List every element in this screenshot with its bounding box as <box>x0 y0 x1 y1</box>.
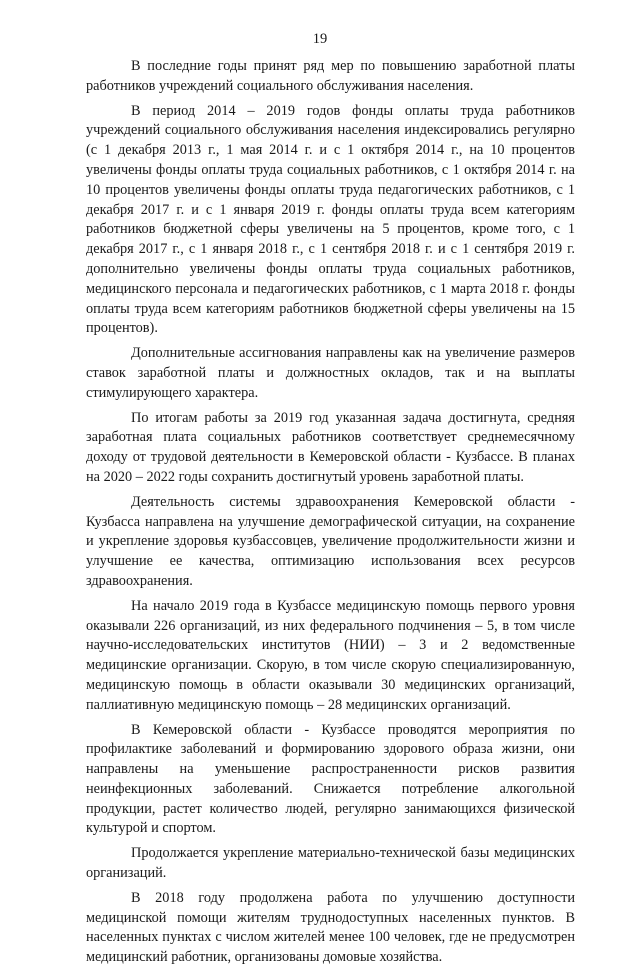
page-number: 19 <box>312 31 328 47</box>
paragraph-wage-fund-indexation: В период 2014 – 2019 годов фонды оплаты труда работников учреждений социального обслуживания населения индексировались регулярно (с 1 декабря 2013 г., 1 мая 2014 г. и с 1 октября 2014 г., на 10 процентов увеличены фонды оплаты труда социальных работников, с 1 октября 2014 г. на 10 процентов увеличены фонды оплаты труда педагогических работников, с 1 декабря 2017 г. и с 1 января 2019 г. фонды оплаты труда всем категориям работников бюджетной сферы увеличены на 5 процентов, кроме того, с 1 декабря 2017 г., с 1 января 2018 г., с 1 сентября 2018 г. и с 1 сентября 2019 г. дополнительно увеличены фонды оплаты труда социальных работников, медицинского персонала и педагогических работников, с 1 марта 2018 г. фонды оплаты труда всем категориям работников бюджетной сферы увеличены на 15 процентов). <box>86 102 575 337</box>
paragraph-2019-results: По итогам работы за 2019 год указанная задача достигнута, средняя заработная плата социальных работников соответствует среднемесячному доходу от трудовой деятельности в Кемеровской области - Кузбассе. В планах на 2020 – 2022 годы сохранить достигнутый уровень заработной платы. <box>86 409 575 485</box>
paragraph-material-base: Продолжается укрепление материально-технической базы медицинских организаций. <box>86 845 575 882</box>
paragraph-additional-allocations: Дополнительные ассигнования направлены как на увеличение размеров ставок заработной платы и должностных окладов, так и на выплаты стимулирующего характера. <box>86 345 575 401</box>
paragraph-remote-settlements: В 2018 году продолжена работа по улучшению доступности медицинской помощи жителям труднодоступных населенных пунктов. В населенных пунктах с числом жителей менее 100 человек, где не предусмотрен медицинский работник, организованы домовые хозяйства. <box>86 889 575 966</box>
page-body <box>86 57 575 968</box>
paragraph-healthcare-system: Деятельность системы здравоохранения Кемеровской области - Кузбасса направлена на улучшение демографической ситуации, на сохранение и укрепление здоровья кузбассовцев, увеличение продолжительности жизни и улучшение ее качества, оптимизацию использования всех ресурсов здравоохранения. <box>86 493 575 589</box>
paragraph-medical-organizations: На начало 2019 года в Кузбассе медицинскую помощь первого уровня оказывали 226 организаций, из них федерального подчинения – 5, в том числе научно-исследовательских институтов (НИИ) – 3 и 2 ведомственные медицинские организации. Скорую, в том числе скорую специализированную, медицинскую помощь в области оказывали 30 медицинских организаций, паллиативную медицинскую помощь – 28 медицинских организаций. <box>86 597 575 713</box>
paragraph-disease-prevention: В Кемеровской области - Кузбассе проводятся мероприятия по профилактике заболеваний и формированию здорового образа жизни, они направлены на уменьшение распространенности рисков развития неинфекционных заболеваний. Снижается потребление алкогольной продукции, растет количество людей, регулярно занимающихся физической культурой и спортом. <box>86 721 575 837</box>
paragraph-salary-measures: В последние годы принят ряд мер по повышению заработной платы работников учреждений социального обслуживания населения. <box>86 58 575 94</box>
